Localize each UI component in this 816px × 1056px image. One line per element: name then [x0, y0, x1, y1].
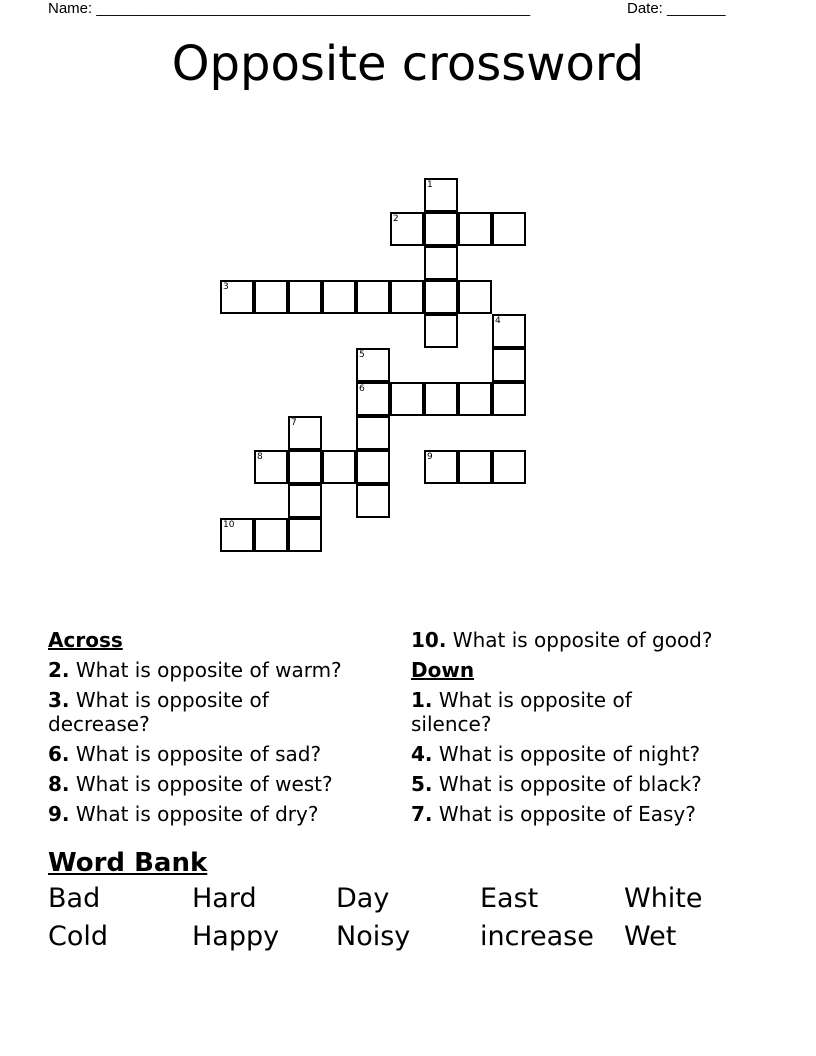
clue-number: 10.: [411, 628, 447, 652]
cell-number: 3: [223, 282, 229, 292]
clue-number: 2.: [48, 658, 70, 682]
clue-across-8: [48, 772, 388, 796]
word-bank-word: Cold: [48, 921, 109, 952]
crossword-cell[interactable]: [492, 450, 526, 484]
crossword-cell[interactable]: [356, 280, 390, 314]
clue-number: 3.: [48, 688, 70, 712]
crossword-cell[interactable]: [288, 280, 322, 314]
crossword-cell[interactable]: [424, 280, 458, 314]
word-bank-word: Noisy: [336, 921, 411, 952]
crossword-cell[interactable]: [424, 212, 458, 246]
crossword-cell[interactable]: [458, 212, 492, 246]
cell-number: 7: [291, 418, 297, 428]
clue-down-7: [411, 802, 751, 826]
crossword-cell[interactable]: [424, 314, 458, 348]
word-bank-word: Hard: [192, 883, 257, 914]
name-field-label: Name: ____________________________________________________: [48, 0, 531, 17]
word-bank-word: White: [624, 883, 703, 914]
crossword-cell[interactable]: [390, 382, 424, 416]
clue-number: 6.: [48, 742, 70, 766]
word-bank-word: increase: [480, 921, 594, 952]
crossword-cell[interactable]: [458, 382, 492, 416]
clue-across-2: [48, 658, 388, 682]
word-bank-row: [48, 918, 768, 956]
crossword-cell[interactable]: [458, 280, 492, 314]
word-bank-title: Word Bank: [48, 848, 208, 878]
page-title: Opposite crossword: [171, 36, 645, 92]
clue-number: 5.: [411, 772, 433, 796]
across-heading: Across: [48, 628, 123, 652]
down-heading: Down: [411, 658, 475, 682]
clue-number: 4.: [411, 742, 433, 766]
crossword-cell[interactable]: [492, 382, 526, 416]
crossword-cell[interactable]: [254, 450, 288, 484]
clue-across-6: [48, 742, 388, 766]
crossword-cell[interactable]: [288, 518, 322, 552]
header-line: [48, 0, 748, 20]
crossword-cell[interactable]: [220, 280, 254, 314]
crossword-cell[interactable]: [356, 348, 390, 382]
crossword-cell[interactable]: [424, 382, 458, 416]
crossword-cell[interactable]: [356, 484, 390, 518]
clue-number: 9.: [48, 802, 70, 826]
crossword-cell[interactable]: [356, 382, 390, 416]
clue-number: 7.: [411, 802, 433, 826]
cell-number: 2: [393, 214, 399, 224]
crossword-cell[interactable]: [288, 416, 322, 450]
date-field-label: Date: _______: [627, 0, 726, 17]
cell-number: 4: [495, 316, 501, 326]
word-bank-word: East: [480, 883, 539, 914]
word-bank-word: Happy: [192, 921, 280, 952]
crossword-cell[interactable]: [424, 246, 458, 280]
cell-number: 9: [427, 452, 433, 462]
cell-number: 6: [359, 384, 365, 394]
crossword-cell[interactable]: [390, 212, 424, 246]
clue-text: What is opposite of dry?: [69, 802, 319, 826]
crossword-cell[interactable]: [458, 450, 492, 484]
clue-number: 1.: [411, 688, 433, 712]
crossword-cell[interactable]: [322, 450, 356, 484]
clue-text: What is opposite of warm?: [69, 658, 342, 682]
clue-across-3: [48, 688, 338, 736]
word-bank-word: Bad: [48, 883, 101, 914]
clue-text: What is opposite of west?: [69, 772, 333, 796]
crossword-cell[interactable]: [356, 416, 390, 450]
crossword-cell[interactable]: [390, 280, 424, 314]
clue-text: What is opposite of Easy?: [432, 802, 696, 826]
clue-down-1: [411, 688, 681, 736]
clue-text: What is opposite of silence?: [411, 688, 632, 736]
clue-across-9: [48, 802, 388, 826]
word-bank-row: [48, 880, 768, 918]
crossword-cell[interactable]: [492, 212, 526, 246]
cell-number: 1: [427, 180, 433, 190]
clue-text: What is opposite of night?: [432, 742, 701, 766]
clue-text: What is opposite of decrease?: [48, 688, 269, 736]
crossword-cell[interactable]: [356, 450, 390, 484]
cell-number: 10: [223, 520, 235, 530]
crossword-cell[interactable]: [492, 314, 526, 348]
clue-number: 8.: [48, 772, 70, 796]
crossword-cell[interactable]: [424, 178, 458, 212]
cell-number: 8: [257, 452, 263, 462]
crossword-cell[interactable]: [424, 450, 458, 484]
word-bank-word: Day: [336, 883, 390, 914]
crossword-cell[interactable]: [254, 280, 288, 314]
clue-text: What is opposite of black?: [432, 772, 702, 796]
crossword-cell[interactable]: [288, 484, 322, 518]
cell-number: 5: [359, 350, 365, 360]
crossword-cell[interactable]: [254, 518, 288, 552]
clue-down-4: [411, 742, 751, 766]
clues-right-column: [411, 628, 751, 832]
clue-text: What is opposite of sad?: [69, 742, 322, 766]
word-bank-word: Wet: [624, 921, 677, 952]
clue-across-10: [411, 628, 751, 652]
crossword-cell[interactable]: [220, 518, 254, 552]
crossword-cell[interactable]: [322, 280, 356, 314]
crossword-cell[interactable]: [288, 450, 322, 484]
crossword-grid: [220, 178, 530, 558]
word-bank: [48, 846, 768, 956]
crossword-cell[interactable]: [492, 348, 526, 382]
clues-left-column: [48, 628, 388, 832]
clue-down-5: [411, 772, 751, 796]
clue-text: What is opposite of good?: [446, 628, 713, 652]
